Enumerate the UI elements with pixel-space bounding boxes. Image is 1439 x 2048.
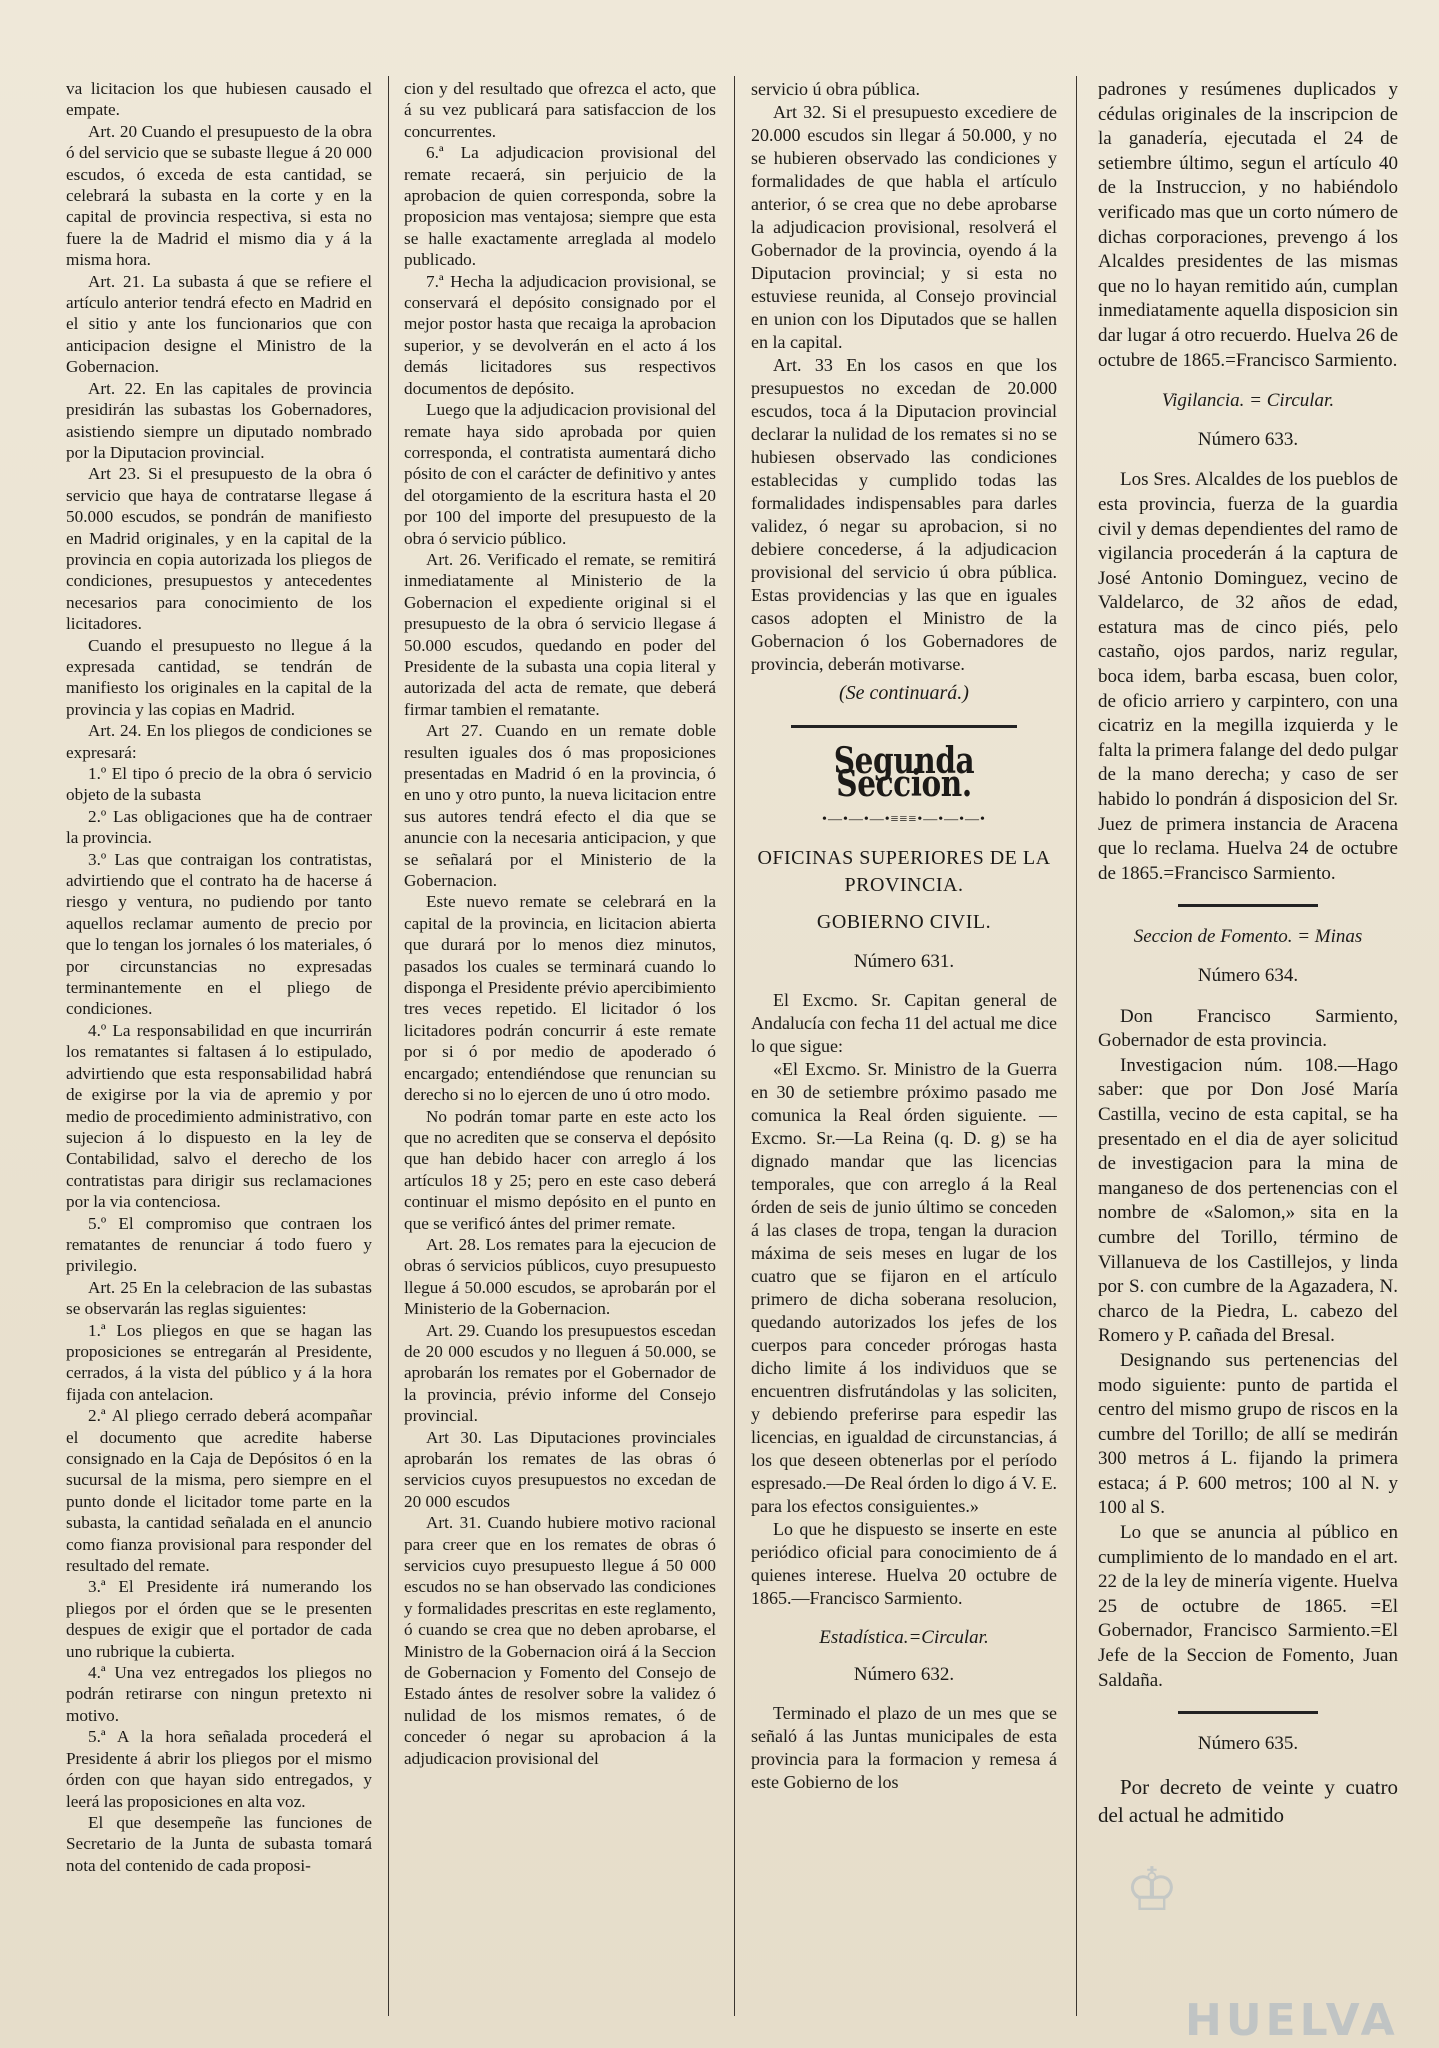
article-26: Art. 26. Verificado el remate, se remitirá inmediatamente al Ministerio de la Gobernacion el expediente original si el presupuesto de la obra ó servicio llegase á 50.000 escudos, quedando en poder del Presidente de la subasta una copia literal y autorizada del acta de remate, que deberá firmar tambien el rematante. [404, 549, 716, 719]
divider [791, 725, 1017, 728]
list-item: 6.ª La adjudicacion provisional del remate recaerá, sin perjuicio de la aprobacion de quien corresponda, sobre la proposicion mas ventajosa; siempre que esta se halle exactamente arreglada al modelo publicado. [404, 143, 716, 270]
paragraph: Este nuevo remate se celebrará en la capital de la provincia, en licitacion abierta que durará por lo menos diez minutos, pasados los cuales se terminará cuando lo disponga el Presidente prévio apercibimiento tres veces repetido. El licitador ó los licitadores podrán concurrir á este remate por si ó por medio de apoderado ó encargado; entendiéndose que renuncian su derecho si no lo ejercen de uno ú otro modo. [404, 892, 716, 1105]
paragraph: «El Excmo. Sr. Ministro de la Guerra en 30 de setiembre próximo pasado me comunica la Real órden siguiente. —Excmo. Sr.—La Reina (q. D. g) se ha dignado mandar que las licencias temporales, que con arreglo á la Real órden de seis de junio último se conceden á las clases de tropa, tengan la duracion máxima de seis meses en lugar de los cuatro que se fijaron en el artículo primero de dicha soberana resolucion, quedando autorizados los jefes de los cuerpos para conceder prórogas hasta dicho limite á los individuos que se encuentren disfrutándolas y las soliciten, y debiendo preferirse para espedir las licencias, en igualdad de circunstancias, á los que deseen obtenerlas por el período espresado.—De Real órden lo digo á V. E. para los efectos consiguientes.» [751, 1059, 1057, 1516]
article-32: Art 32. Si el presupuesto excediere de 20.000 escudos sin llegar á 50.000, y no se hubieren observado las condiciones y formalidades de que habla el artículo anterior, ó se crea que no debe aprobarse la adjudicacion provisional, resolverá el Gobernador de la provincia, oyendo á la Diputacion provincial; y si esta no estuviese reunida, al Consejo provincial en union con los Diputados que se hallen en la capital. [751, 102, 1057, 352]
paragraph: Designando sus pertenencias del modo siguiente: punto de partida el centro del mismo grupo de riscos en la cumbre del Torillo; de allí se medirán 300 metros á L. fijando la primera estaca; á P. 600 metros; 100 al N. y 100 al S. [1098, 1349, 1398, 1519]
paragraph: va licitacion los que hubiesen causado el empate. [66, 79, 372, 120]
notice-number: Número 634. [1197, 965, 1299, 986]
list-item: 4.ª Una vez entregados los pliegos no podrán retirarse con ningun pretexto ni motivo. [66, 1663, 372, 1725]
paragraph: cion y del resultado que ofrezca el acto, que á su vez publicará para satisfaccion de los concurrentes. [404, 79, 716, 141]
column-divider [1076, 76, 1077, 2016]
column-divider [388, 76, 389, 2016]
ornament-divider: •—•—•—•≡≡≡•—•—•—• [822, 812, 986, 827]
list-item: 1.º El tipo ó precio de la obra ó servicio objeto de la subasta [66, 764, 372, 805]
crown-watermark-icon: ♔ [1125, 1857, 1179, 1923]
article-20: Art. 20 Cuando el presupuesto de la obra ó del servicio que se subaste llegue á 20 000 escudos, ó exceda de esta cantidad, se celebrará la subasta en la corte y en la capital de provincia respectiva, si esta no fuere la de Madrid el mismo dia y á la misma hora. [66, 121, 372, 270]
article-33: Art. 33 En los casos en que los presupuestos no excedan de 20.000 escudos, toca á la Diputacion provincial declarar la nulidad de los remates si no se hubiesen observado las condiciones establecidas y cumplido todas las formalidades indispensables para darles validez, ó negar su aprobacion, si no debiere concederse, á la adjudicacion provisional del servicio ú obra pública. Estas providencias y las que en iguales casos adopten el Ministro de la Gobernacion ó los Gobernadores de provincia, deberán motivarse. [751, 355, 1057, 674]
notice-header: Estadística.=Circular. [819, 1627, 989, 1648]
list-item: 5.ª A la hora señalada procederá el Presidente á abrir los pliegos por el mismo órden con que hayan sido entregados, y leerá las proposiciones en alta voz. [66, 1727, 372, 1811]
paragraph: servicio ú obra pública. [751, 79, 920, 99]
list-item: 7.ª Hecha la adjudicacion provisional, se conservará el depósito consignado por el mejor postor hasta que recaiga la aprobacion superior, y se devolverán en el acto á los demás licitadores sus respectivos documentos de depósito. [404, 271, 716, 398]
article-25: Art. 25 En la celebracion de las subastas se observarán las reglas siguientes: [66, 1277, 372, 1319]
list-item: 3.ª El Presidente irá numerando los pliegos por el órden que se le presenten despues de exigir que el portador de cada uno rubrique la cubierta. [66, 1577, 372, 1661]
list-item: 4.º La responsabilidad en que incurrirán los rematantes si faltasen á lo estipulado, advirtiendo que esta responsabilidad habrá de exigirse por la via de apremio y por medio de procedimiento administrativo, con sujecion á lo dispuesto en la ley de Contabilidad, salvo el derecho de los contratistas para dirigir sus reclamaciones por la via contenciosa. [66, 1020, 372, 1212]
divider [1178, 904, 1318, 907]
paragraph: No podrán tomar parte en este acto los que no acrediten que se conserva el depósito que han debido hacer con arreglo á los artículos 18 y 25; pero en este caso deberá continuar el mismo depósito en el punto en que se verificó ántes del primer remate. [404, 1106, 716, 1233]
continued-note: (Se continuará.) [839, 682, 969, 704]
notice-number: Número 633. [1197, 428, 1299, 450]
paragraph: Luego que la adjudicacion provisional del remate haya sido aprobada por quien corresponda, el contratista aumentará dicho pósito de con el carácter de definitivo y antes del otorgamiento de la escritura hasta el 20 por 100 del importe del presupuesto de la obra ó servicio público. [404, 400, 716, 548]
paragraph: Lo que he dispuesto se inserte en este periódico oficial para conocimiento de á quienes interese. Huelva 20 octubre de 1865.—Francisco Sarmiento. [751, 1519, 1057, 1608]
column-divider [734, 76, 735, 2016]
article-24: Art. 24. En los pliegos de condiciones se expresará: [66, 721, 372, 762]
column-3 [751, 78, 1057, 2028]
paragraph: Los Sres. Alcaldes de los pueblos de esta provincia, fuerza de la guardia civil y demas dependientes del ramo de vigilancia procederán á la captura de José Antonio Dominguez, vecino de Valdelarco, de 32 años de edad, estatura mas de cinco piés, pelo castaño, ojos pardos, nariz regular, boca idem, barba escasa, buen color, de oficio arriero y carpintero, con una cicatriz en la megilla izquierda y le falta la primera falange del dedo pulgar de la mano derecha; y caso de ser habido lo pondrán á disposicion del Sr. Juez de primera instancia de Aracena que lo reclama. Huelva 24 de octubre de 1865.=Francisco Sarmiento. [1098, 469, 1398, 884]
list-item: 5.º El compromiso que contraen los rematantes de renunciar á todo fuero y privilegio. [66, 1213, 372, 1276]
paragraph: padrones y resúmenes duplicados y cédulas originales de la inscripcion de la ganadería, ejecutada el 24 de setiembre último, segun el artículo 40 de la Instruccion, y no habiéndolo verificado mas que un corto número de dichas corporaciones, prevengo á los Alcaldes presidentes de las mismas que no lo hayan remitido aún, cumplan inmediatamente aquella disposicion sin dar lugar á otro recuerdo. Huelva 26 de octubre de 1865.=Francisco Sarmiento. [1098, 79, 1398, 371]
column-1 [66, 78, 372, 2028]
paragraph: El Excmo. Sr. Capitan general de Andalucía con fecha 11 del actual me dice lo que sigue: [751, 990, 1057, 1056]
paragraph: Investigacion núm. 108.—Hago saber: que por Don José María Castilla, vecino de esta capital, se ha presentado en el dia de ayer solicitud de investigacion para la mina de manganeso de dos pertenencias con el nombre de «Salomon,» sita en la cumbre del Torillo, término de Villanueva de los Castillejos, y linda por S. con cumbre de la Agazadera, N. charco de la Piedra, L. cabezo del Romero y P. cañada del Bresal. [1098, 1054, 1398, 1347]
notice-number: Número 635. [1197, 1733, 1299, 1755]
list-item: 3.º Las que contraigan los contratistas, advirtiendo que el contrato ha de hacerse á riesgo y ventura, no pudiendo por tanto aquellos reclamar aumento de precio por que lo tengan los jornales ó los materiales, ó por circunstancias no expresadas terminantemente en el pliego de condiciones. [66, 849, 372, 1019]
article-23: Art 23. Si el presupuesto de la obra ó servicio que haya de contratarse llegase á 50.000 escudos, se pondrán de manifiesto en Madrid originales, y en la capital de la provincia en copia autorizada los pliegos de condiciones, presupuestos y antecedentes necesarios para conocimiento de los licitadores. [66, 464, 372, 634]
paragraph: Lo que se anuncia al público en cumplimiento de lo mandado en el art. 22 de la ley de minería vigente. Huelva 25 de octubre de 1865. =El Gobernador, Francisco Sarmiento.=El Jefe de la Seccion de Fomento, Juan Saldaña. [1098, 1522, 1398, 1691]
paragraph: Cuando el presupuesto no llegue á la expresada cantidad, se tendrán de manifiesto los originales en la capital de la provincia y las copias en Madrid. [66, 635, 372, 719]
heading-offices: OFICINAS SUPERIORES DE LA PROVINCIA. [757, 847, 1051, 896]
column-4 [1098, 78, 1398, 2028]
paragraph: Por decreto de veinte y cuatro del actual he admitido [1098, 1774, 1398, 1827]
notice-number: Número 632. [853, 1664, 955, 1685]
notice-header: Seccion de Fomento. = Minas [1133, 926, 1363, 948]
article-22: Art. 22. En las capitales de provincia presidirán las subastas los Gobernadores, asistiendo siempre un diputado nombrado por la Diputacion provincial. [66, 378, 372, 462]
list-item: 2.º Las obligaciones que ha de contraer la provincia. [66, 806, 372, 848]
column-2 [404, 78, 716, 2028]
paragraph: El que desempeñe las funciones de Secretario de la Junta de subasta tomará nota del contenido de cada proposi- [66, 1812, 372, 1875]
list-item: 2.ª Al pliego cerrado deberá acompañar el documento que acredite haberse consignado en la Caja de Depósitos ó en la sucursal de la misma, pero siempre en el punto donde el licitador tome parte en la subasta, la cantidad señalada en el anuncio como fianza provisional para responder del resultado del remate. [66, 1406, 372, 1576]
notice-header: Vigilancia. = Circular. [1161, 390, 1335, 412]
notice-number: Número 631. [853, 951, 955, 972]
paragraph: Terminado el plazo de un mes que se señaló á las Juntas municipales de esta provincia para la formacion y remesa á este Gobierno de los [751, 1703, 1057, 1792]
article-28: Art. 28. Los remates para la ejecucion de obras ó servicios públicos, cuyo presupuesto llegue á 50.000 escudos, se aprobarán por el Ministerio de la Gobernacion. [404, 1234, 716, 1319]
heading-civil-government: GOBIERNO CIVIL. [816, 911, 992, 933]
article-29: Art. 29. Cuando los presupuestos escedan de 20 000 escudos y no lleguen á 50.000, se aprobarán los remates por el Gobernador de la provincia, prévio informe del Consejo provincial. [404, 1320, 716, 1426]
list-item: 1.ª Los pliegos en que se hagan las proposiciones se entregarán al Presidente, cerrados, á la vista del público y á la hora fijada con antelacion. [66, 1320, 372, 1404]
watermark-huelva: HUELVA [1185, 1995, 1399, 2046]
article-21: Art. 21. La subasta á que se refiere el artículo anterior tendrá efecto en Madrid en el sitio y ante los funcionarios que con anticipacion designe el Ministro de la Gobernacion. [66, 271, 372, 377]
article-30: Art 30. Las Diputaciones provinciales aprobarán los remates de las obras ó servicios cuyos presupuestos no excedan de 20 000 escudos [404, 1427, 716, 1511]
article-31: Art. 31. Cuando hubiere motivo racional para creer que en los remates de obras ó servicios cuyo presupuesto llegue á 50 000 escudos no se han observado las condiciones y formalidades prescritas en este reglamento, ó cuando se crea que no deben aprobarse, el Ministro de la Gobernacion oirá á la Seccion de Gobernacion y Fomento del Consejo de Estado ántes de resolver sobre la validez ó nulidad de los mismos remates, ó de conceder ó negar su aprobacion á la adjudicacion provisional del [404, 1513, 716, 1768]
notice-title: Don Francisco Sarmiento, Gobernador de esta provincia. [1098, 1005, 1398, 1052]
section-title: Segunda Seccion. [833, 740, 975, 805]
article-27: Art 27. Cuando en un remate doble resulten iguales dos ó mas proposiciones presentadas en Madrid ó en la provincia, ó en uno y otro punto, la nueva licitacion entre sus autores tendrá efecto el dia que se anuncie con la necesaria anticipacion, y que se señalará por el Ministerio de la Gobernacion. [404, 721, 716, 891]
divider [1178, 1711, 1318, 1714]
